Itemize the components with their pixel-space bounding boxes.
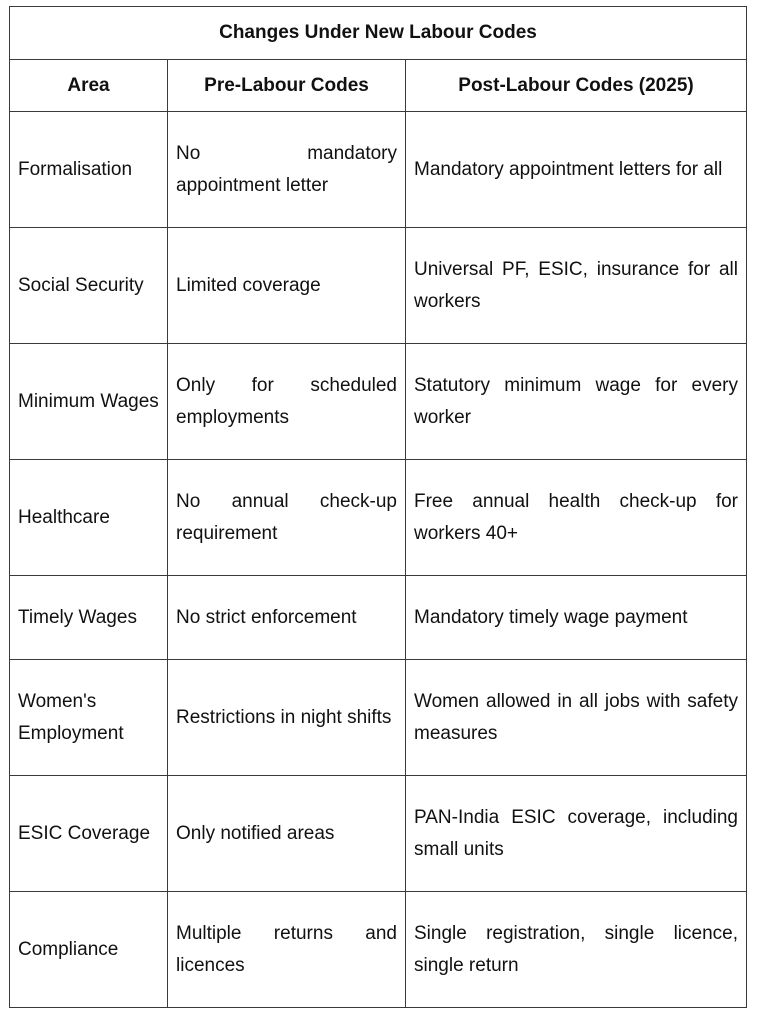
table-caption: Changes Under New Labour Codes — [10, 7, 747, 60]
post-cell: Universal PF, ESIC, insurance for all workers — [406, 228, 747, 344]
pre-cell: Limited coverage — [168, 228, 406, 344]
table-row — [10, 892, 747, 1008]
table-header-row — [10, 60, 747, 112]
column-header-post: Post-Labour Codes (2025) — [406, 60, 747, 112]
table-row — [10, 460, 747, 576]
area-cell: Formalisation — [10, 112, 168, 228]
pre-cell: Multiple returns and licences — [168, 892, 406, 1008]
post-cell: Single registration, single licence, single return — [406, 892, 747, 1008]
post-cell: Free annual health check-up for workers 40+ — [406, 460, 747, 576]
area-cell: Healthcare — [10, 460, 168, 576]
table-row — [10, 576, 747, 660]
post-cell: Statutory minimum wage for every worker — [406, 344, 747, 460]
table-row — [10, 776, 747, 892]
area-cell: Women's Employment — [10, 660, 168, 776]
table-row — [10, 228, 747, 344]
post-cell: Women allowed in all jobs with safety measures — [406, 660, 747, 776]
pre-cell: Only notified areas — [168, 776, 406, 892]
pre-cell: Restrictions in night shifts — [168, 660, 406, 776]
labour-codes-table-container — [9, 6, 746, 1008]
post-cell: PAN-India ESIC coverage, including small units — [406, 776, 747, 892]
table-row — [10, 344, 747, 460]
area-cell: Timely Wages — [10, 576, 168, 660]
table-row — [10, 112, 747, 228]
pre-cell: No strict enforcement — [168, 576, 406, 660]
area-cell: Social Security — [10, 228, 168, 344]
column-header-pre: Pre-Labour Codes — [168, 60, 406, 112]
pre-cell: Only for scheduled employments — [168, 344, 406, 460]
column-header-area: Area — [10, 60, 168, 112]
table-caption-row — [10, 7, 747, 60]
labour-codes-table — [9, 6, 747, 1008]
table-row — [10, 660, 747, 776]
area-cell: Compliance — [10, 892, 168, 1008]
post-cell: Mandatory timely wage payment — [406, 576, 747, 660]
area-cell: Minimum Wages — [10, 344, 168, 460]
pre-cell: No annual check-up requirement — [168, 460, 406, 576]
area-cell: ESIC Coverage — [10, 776, 168, 892]
pre-cell: No mandatory appointment letter — [168, 112, 406, 228]
post-cell: Mandatory appointment letters for all — [406, 112, 747, 228]
